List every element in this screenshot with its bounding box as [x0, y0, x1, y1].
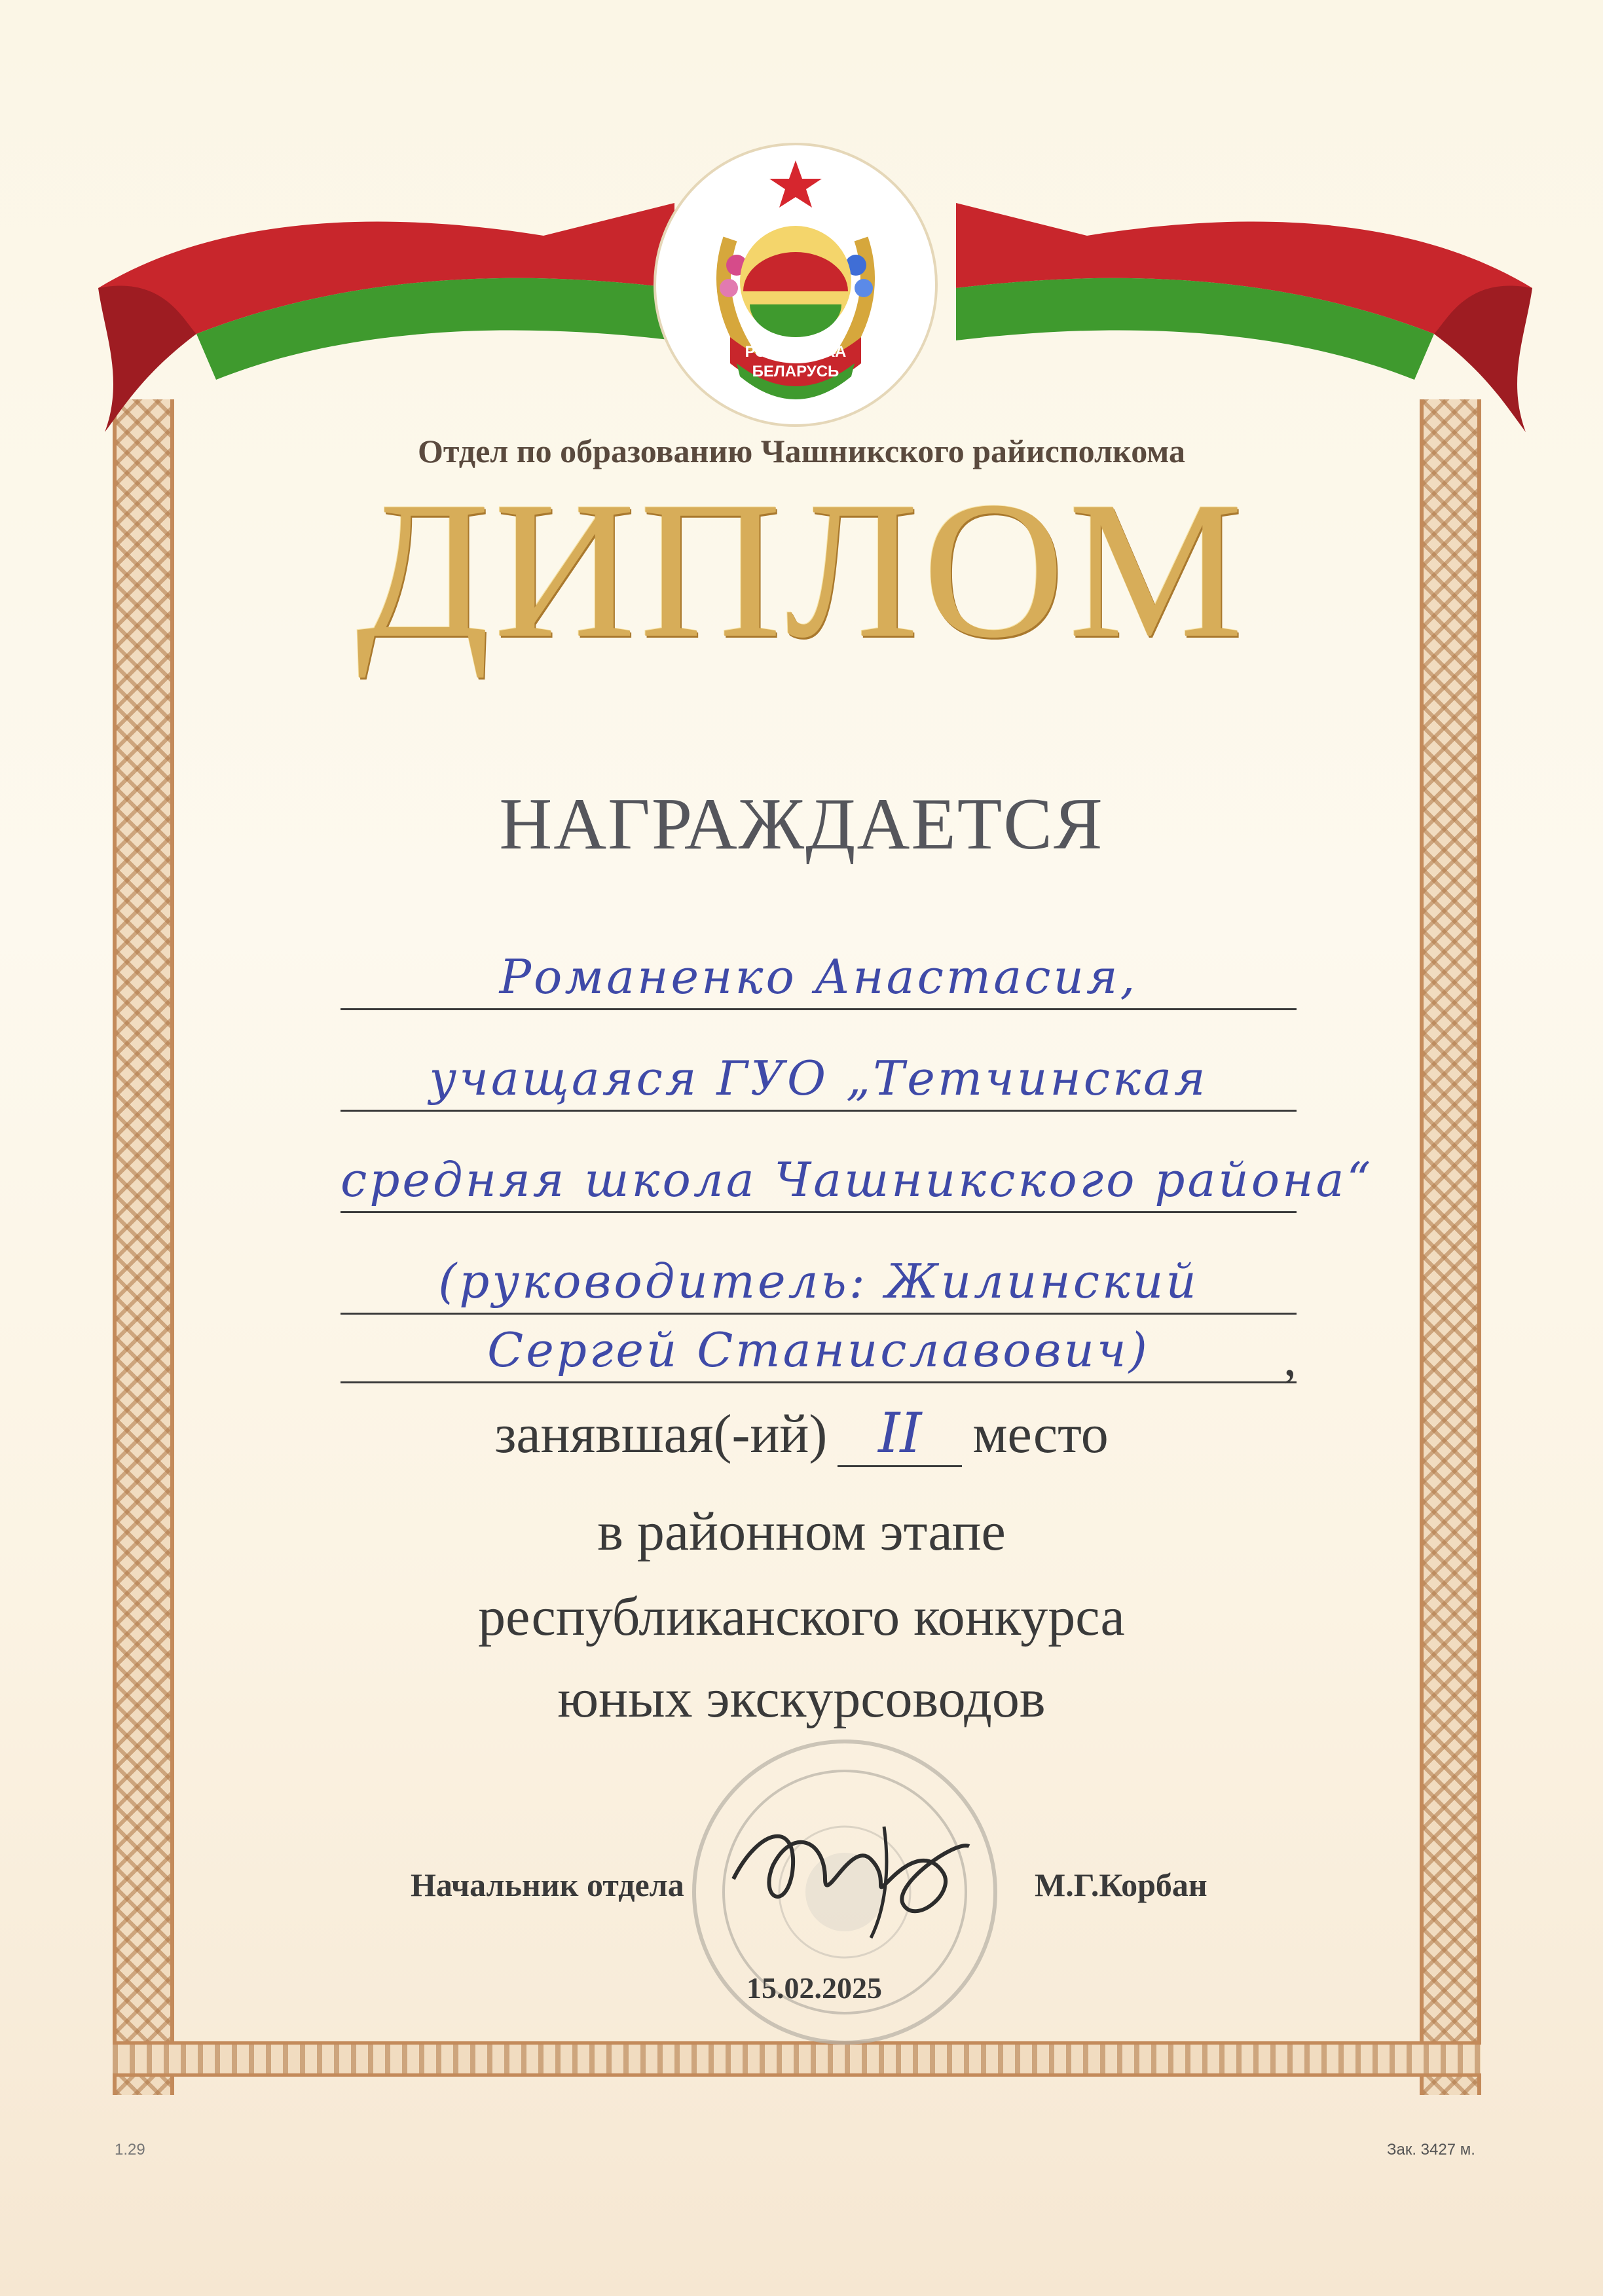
awarded-heading: НАГРАЖДАЕТСЯ	[499, 784, 1104, 865]
recipient-line-2	[341, 1011, 1297, 1112]
place-prefix: занявшая(-ий)	[494, 1404, 828, 1465]
recipient-text-1: Романенко Анастасия,	[499, 949, 1138, 1004]
recipient-line-5	[341, 1283, 1297, 1383]
emblem-ribbon-bottom-text: БЕЛАРУСЬ	[752, 363, 839, 380]
emblem-ribbon-top-text: РЭСПУБЛІКА	[745, 343, 847, 361]
print-order-right: Зак. 3427 м.	[1387, 2141, 1475, 2159]
recipient-comma: ,	[1283, 1330, 1297, 1387]
stage-line-3: юных экскурсоводов	[557, 1668, 1046, 1729]
recipient-text-4: (руководитель: Жилинский	[438, 1254, 1199, 1309]
stage-line-2: республиканского конкурса	[478, 1586, 1125, 1647]
recipient-text-5: Сергей Станиславович)	[487, 1322, 1150, 1377]
recipient-line-1	[341, 910, 1297, 1010]
issue-date: 15.02.2025	[746, 1971, 882, 2005]
stage-line-1: в районном этапе	[597, 1501, 1006, 1562]
print-code-left: 1.29	[115, 2141, 145, 2159]
belarus-coat-of-arms-icon	[652, 141, 940, 429]
organization-name: Отдел по образованию Чашникского райисполкома	[418, 433, 1185, 469]
place-value: II	[838, 1401, 962, 1467]
diploma-title: ДИПЛОМ	[356, 461, 1247, 678]
signatory-position: Начальник отдела	[411, 1867, 684, 1903]
signature-icon	[720, 1800, 982, 1944]
place-row	[0, 1401, 1603, 1467]
signatory-name: М.Г.Корбан	[1035, 1867, 1207, 1903]
recipient-text-3: средняя школа Чашникского района“	[341, 1152, 1374, 1207]
place-suffix: место	[972, 1404, 1109, 1465]
recipient-text-2: учащаяся ГУО „Тетчинская	[429, 1051, 1208, 1106]
recipient-line-3	[341, 1113, 1374, 1213]
